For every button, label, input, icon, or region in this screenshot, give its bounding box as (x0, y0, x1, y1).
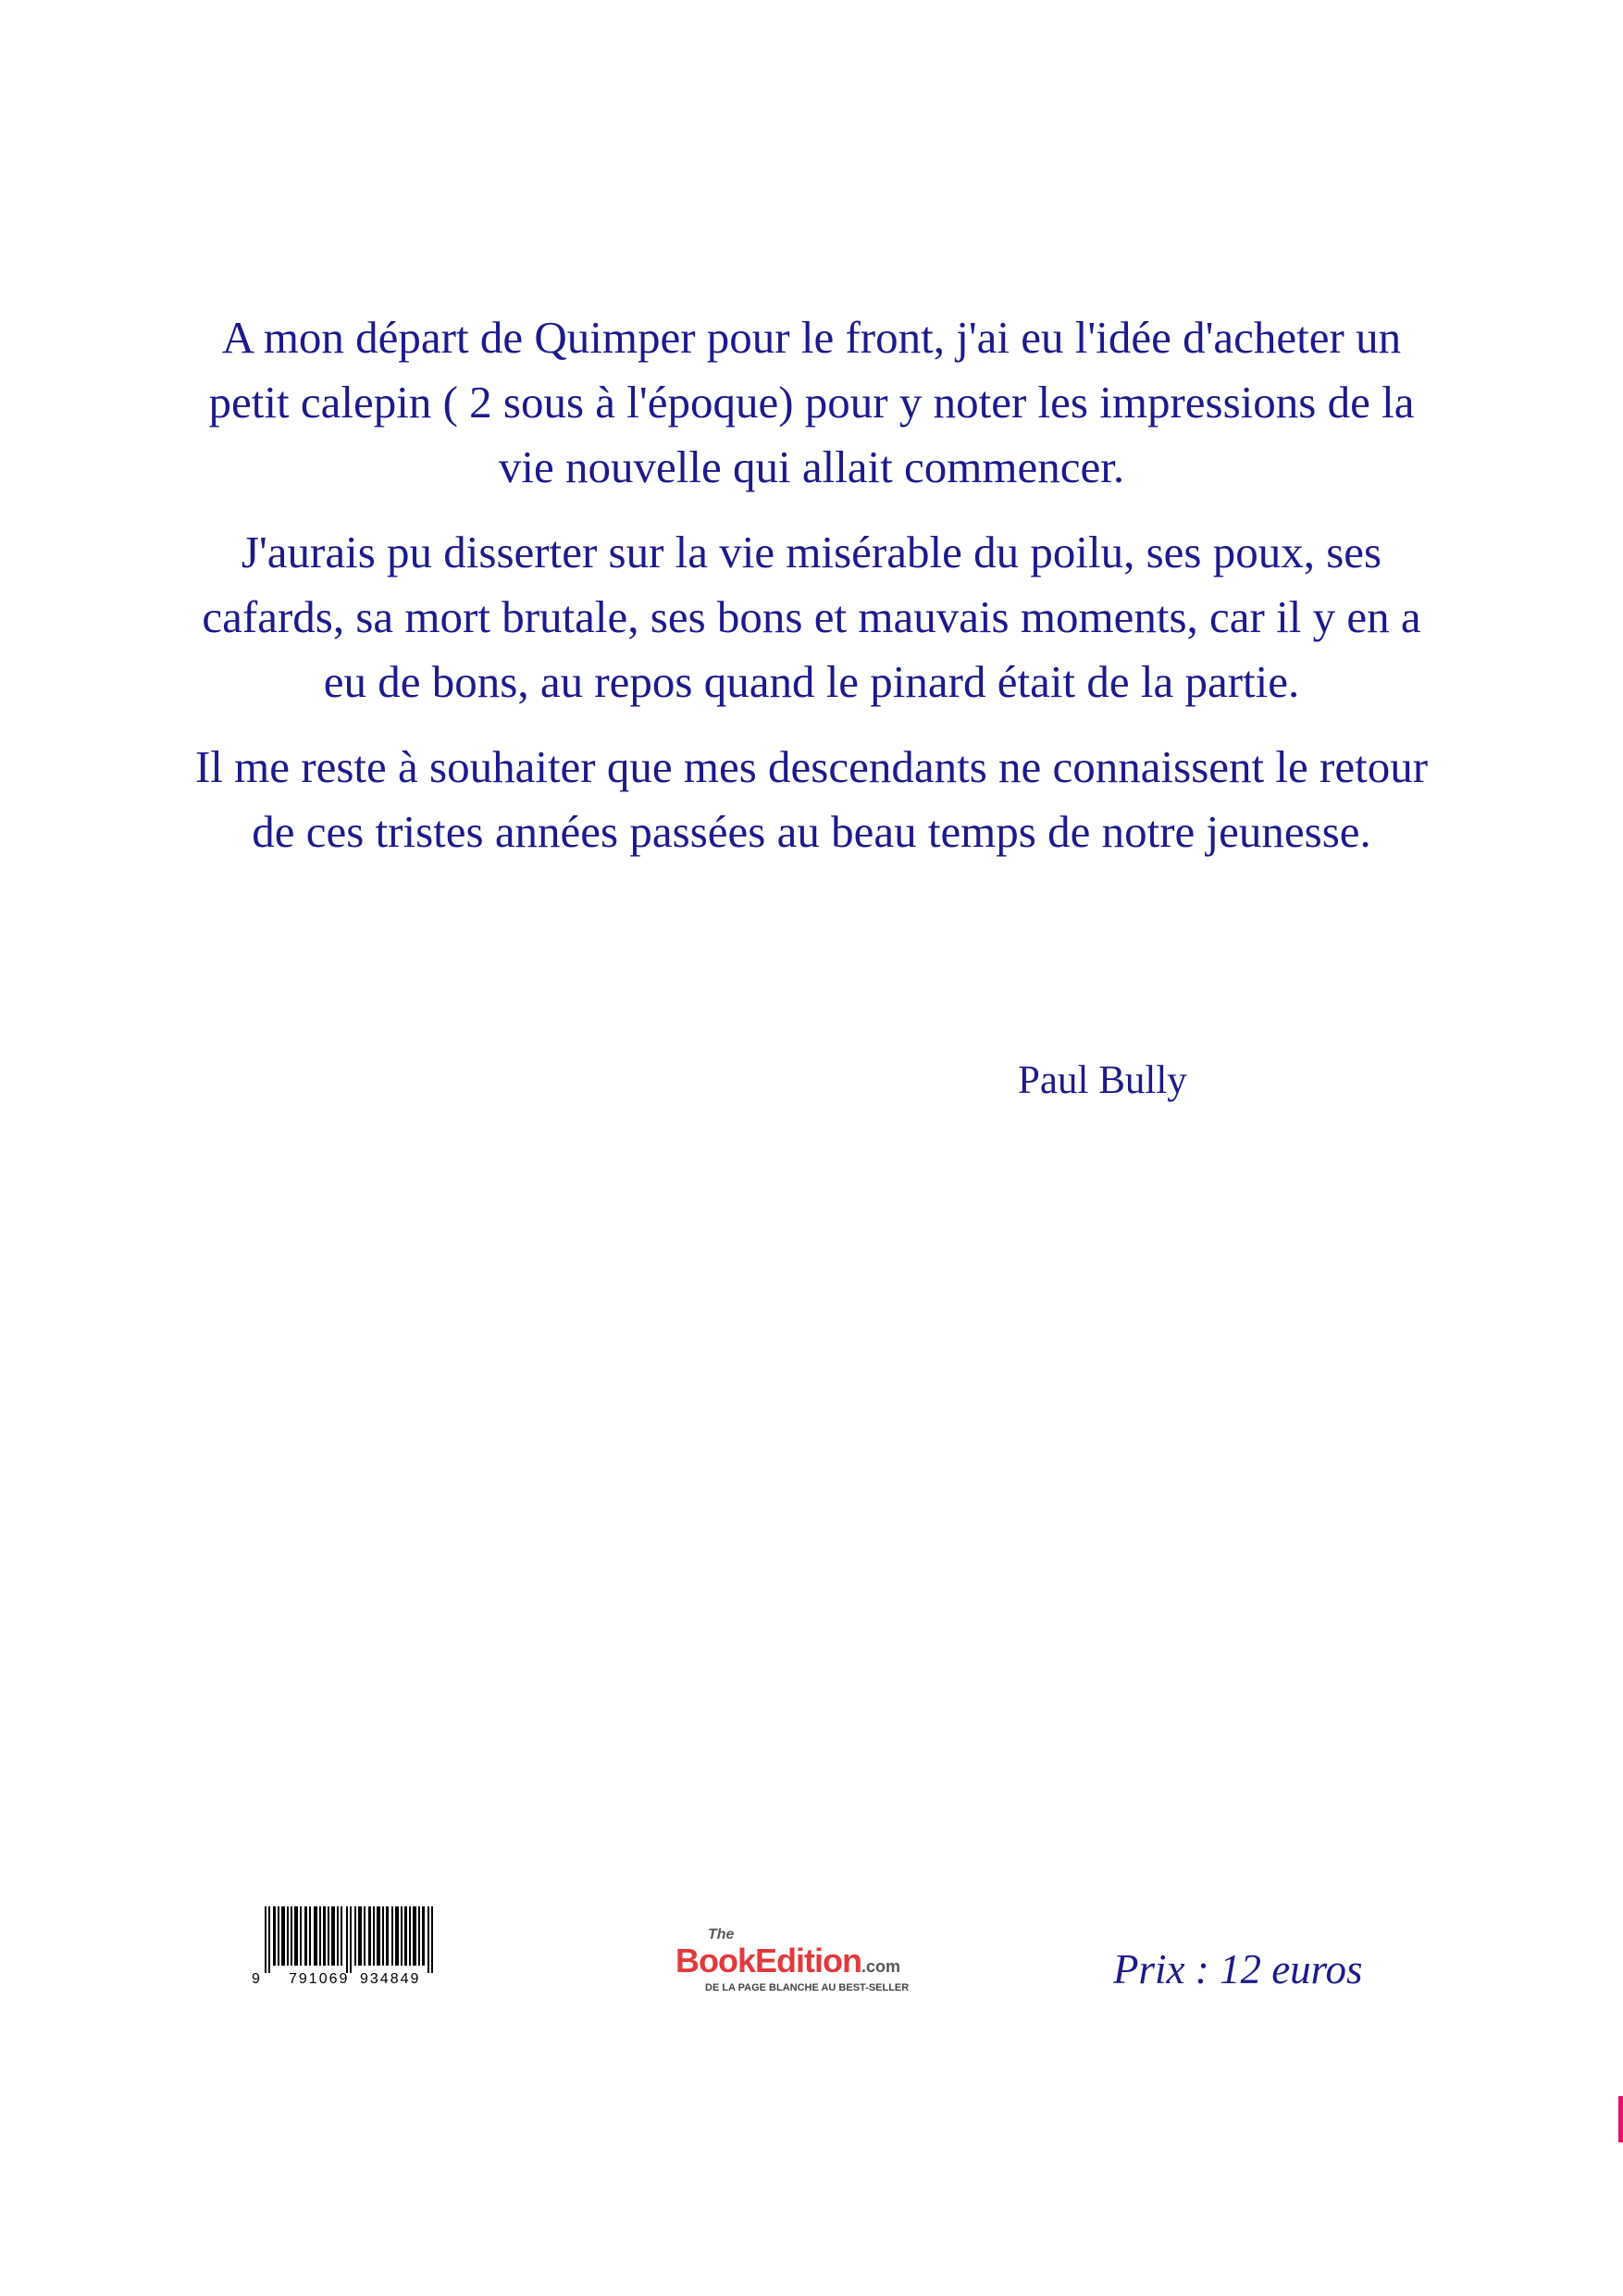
edge-color-mark (1618, 2096, 1623, 2142)
logo-name: BookEdition (675, 1942, 861, 1980)
paragraph-3: Il me reste à souhaiter que mes descendants ne connaissent le retour de ces tristes années passées au beau temps de notre jeunesse. (194, 741, 1429, 857)
logo-domain: .com (861, 1957, 900, 1976)
barcode-icon (265, 1906, 437, 1973)
logo-tagline: DE LA PAGE BLANCHE AU BEST-SELLER (705, 1982, 910, 1993)
author-signature: Paul Bully (1018, 1059, 1187, 1102)
paragraph-1: A mon départ de Quimper pour le front, j'ai eu l'idée d'acheter un petit calepin ( 2 sous à l'époque) pour y noter les impressions de la vie nouvelle qui allait commencer. (208, 312, 1415, 492)
logo-the: The (708, 1927, 735, 1942)
barcode-first-digit: 9 (252, 1971, 261, 1987)
isbn-barcode (252, 1906, 446, 1990)
barcode-group-2: 934849 (360, 1971, 421, 1987)
logo-name-wrap (675, 1942, 900, 1980)
barcode-group-1: 791069 (289, 1971, 350, 1987)
publisher-logo (675, 1927, 935, 2001)
price-label: Prix : 12 euros (1113, 1946, 1363, 1992)
paragraph-2: J'aurais pu disserter sur la vie misérable du poilu, ses poux, ses cafards, sa mort brutale, ses bons et mauvais moments, car il y en a eu de bons, au repos quand le pinard était de la partie. (202, 527, 1421, 707)
back-cover-text (194, 305, 1429, 885)
